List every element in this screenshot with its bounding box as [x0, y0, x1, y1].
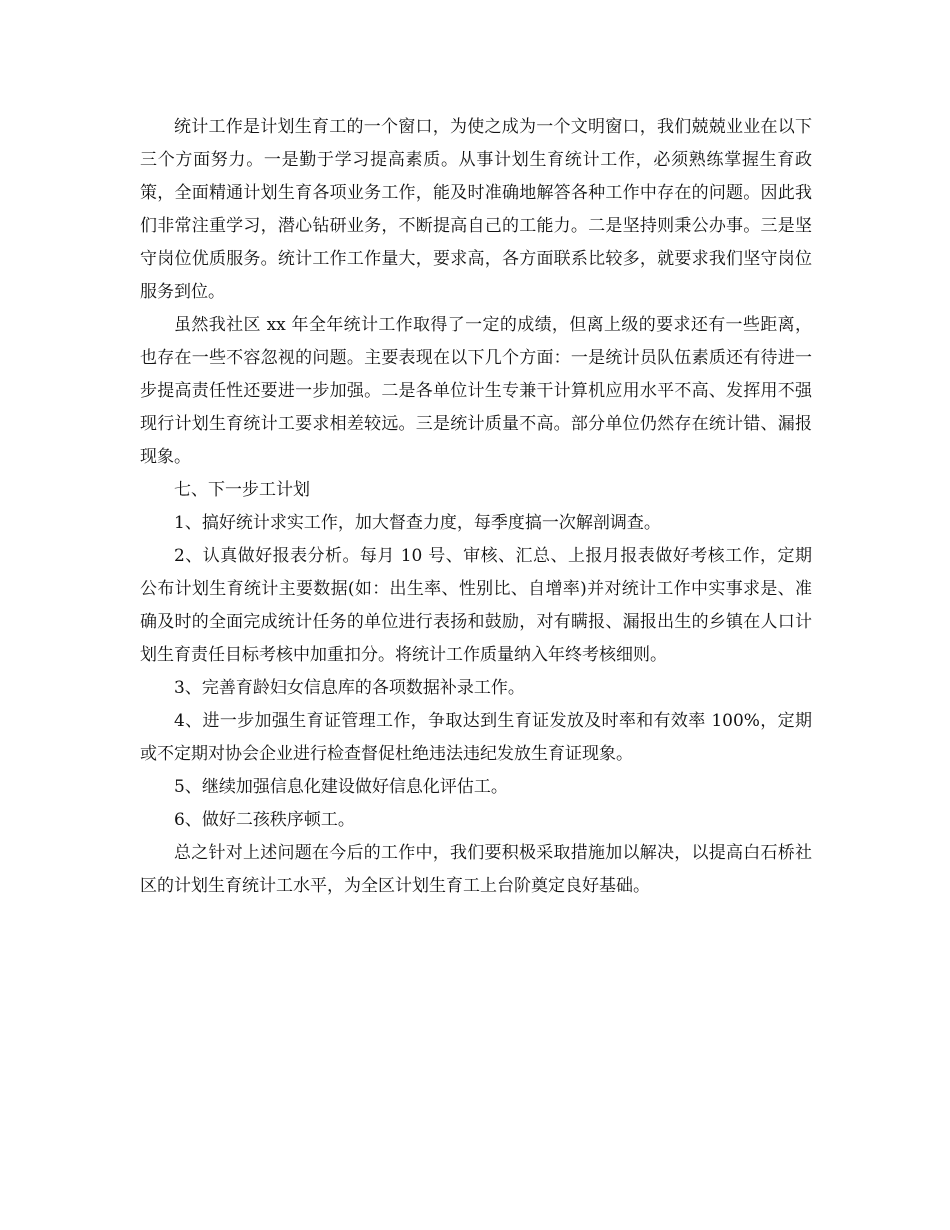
plan-item-1: 1、搞好统计求实工作，加大督查力度，每季度搞一次解剖调查。 — [174, 513, 661, 533]
plan-item-3: 3、完善育龄妇女信息库的各项数据补录工作。 — [174, 678, 525, 698]
plan-item-2: 2、认真做好报表分析。每月 10 号、审核、汇总、上报月报表做好考核工作，定期公布计划生育统计主要数据(如：出生率、性别比、自增率)并对统计工作中实事求是、准确及时的全面完成统计任务的单位进行表扬和鼓励，对有瞒报、漏报出生的乡镇在人口计划生育责任目标考核中加重扣分。将统计工作质量纳入年终考核细则。 — [140, 546, 812, 665]
plan-item-5: 5、继续加强信息化建设做好信息化评估工。 — [174, 777, 508, 797]
document-body — [140, 111, 812, 903]
section-heading-next-plan: 七、下一步工计划 — [174, 480, 310, 500]
paragraph-conclusion: 总之针对上述问题在今后的工作中，我们要积极采取措施加以解决，以提高白石桥社区的计划生育统计工水平，为全区计划生育工上台阶奠定良好基础。 — [140, 843, 812, 896]
plan-item-6: 6、做好二孩秩序顿工。 — [174, 810, 355, 830]
paragraph-statistics-window: 统计工作是计划生育工的一个窗口，为使之成为一个文明窗口，我们兢兢业业在以下三个方面努力。一是勤于学习提高素质。从事计划生育统计工作，必须熟练掌握生育政策，全面精通计划生育各项业务工作，能及时准确地解答各种工作中存在的问题。因此我们非常注重学习，潜心钻研业务，不断提高自己的工能力。二是坚持则秉公办事。三是坚守岗位优质服务。统计工作工作量大，要求高，各方面联系比较多，就要求我们坚守岗位服务到位。 — [140, 117, 812, 302]
paragraph-shortcomings: 虽然我社区 xx 年全年统计工作取得了一定的成绩，但离上级的要求还有一些距离，也存在一些不容忽视的问题。主要表现在以下几个方面：一是统计员队伍素质还有待进一步提高责任性还要进一步加强。二是各单位计生专兼干计算机应用水平不高、发挥用不强现行计划生育统计工要求相差较远。三是统计质量不高。部分单位仍然存在统计错、漏报现象。 — [140, 315, 812, 467]
plan-item-4: 4、进一步加强生育证管理工作，争取达到生育证发放及时率和有效率 100%，定期或不定期对协会企业进行检查督促杜绝违法违纪发放生育证现象。 — [140, 711, 812, 764]
